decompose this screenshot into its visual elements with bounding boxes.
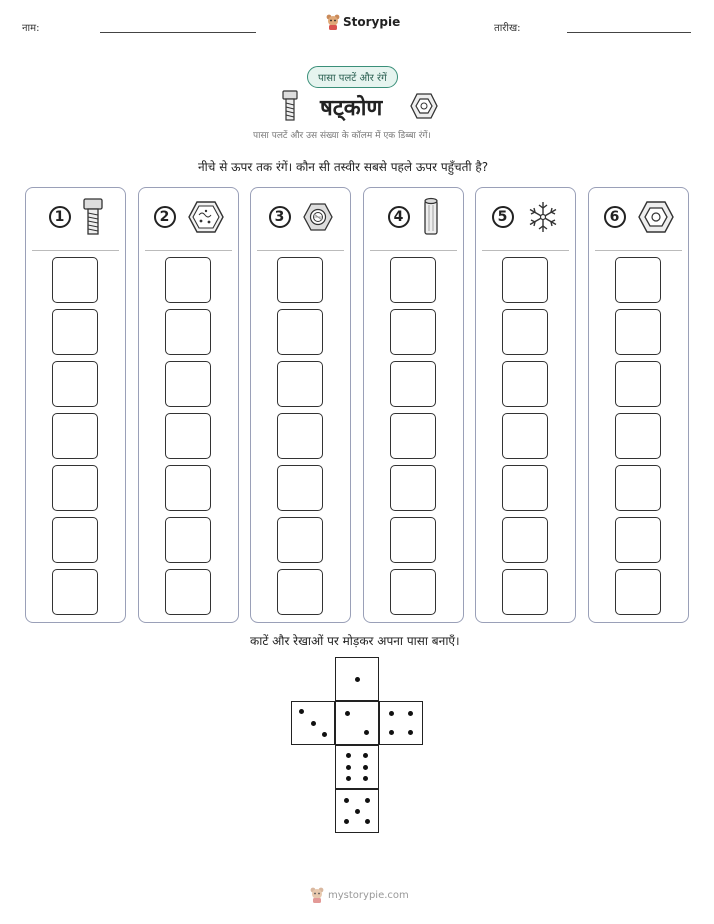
column-number: 1 — [49, 206, 71, 228]
color-box[interactable] — [390, 309, 436, 355]
color-box[interactable] — [502, 517, 548, 563]
dice-pip — [344, 819, 349, 824]
divider — [482, 250, 569, 251]
column-header — [589, 188, 688, 246]
date-label: तारीख: — [494, 23, 521, 34]
divider — [370, 250, 457, 251]
color-box[interactable] — [165, 361, 211, 407]
color-box[interactable] — [165, 465, 211, 511]
dice-face-2 — [335, 701, 379, 745]
color-box[interactable] — [615, 309, 661, 355]
brand-name: Storypie — [343, 15, 401, 29]
page-title: षट्कोण — [320, 96, 383, 121]
dice-pip — [346, 765, 351, 770]
color-box[interactable] — [277, 465, 323, 511]
name-line[interactable] — [100, 32, 256, 33]
hexagon-icon — [410, 93, 438, 119]
color-box[interactable] — [390, 465, 436, 511]
column-2 — [138, 187, 239, 623]
color-box[interactable] — [165, 257, 211, 303]
color-box[interactable] — [390, 517, 436, 563]
color-box[interactable] — [502, 257, 548, 303]
color-box[interactable] — [502, 361, 548, 407]
column-number: 6 — [604, 206, 626, 228]
dice-pip — [363, 776, 368, 781]
dice-pip — [363, 765, 368, 770]
dice-pip — [299, 709, 304, 714]
dice-pip — [346, 776, 351, 781]
bear-icon — [326, 14, 340, 30]
color-box[interactable] — [165, 413, 211, 459]
color-box[interactable] — [165, 517, 211, 563]
dice-pip — [365, 819, 370, 824]
dice-pip — [355, 677, 360, 682]
subtitle: पासा पलटें और उस संख्या के कॉलम में एक डिब्बा रंगें। — [253, 131, 431, 141]
column-number: 2 — [154, 206, 176, 228]
column-header — [26, 188, 125, 246]
color-box[interactable] — [615, 569, 661, 615]
dice-face-5 — [335, 789, 379, 833]
dice-face-3 — [291, 701, 335, 745]
color-box[interactable] — [502, 413, 548, 459]
dice-pip — [389, 730, 394, 735]
color-box[interactable] — [52, 413, 98, 459]
color-box[interactable] — [165, 309, 211, 355]
dice-pip — [346, 753, 351, 758]
dice-instruction: काटें और रेखाओं पर मोड़कर अपना पासा बनाएँ। — [250, 634, 460, 648]
dice-face-6 — [335, 745, 379, 789]
color-box[interactable] — [277, 517, 323, 563]
name-label: नाम: — [22, 23, 40, 34]
color-box[interactable] — [390, 257, 436, 303]
instruction: नीचे से ऊपर तक रंगें। कौन सी तस्वीर सबसे पहले ऊपर पहुँचती है? — [198, 160, 489, 174]
color-box[interactable] — [390, 569, 436, 615]
color-box[interactable] — [52, 309, 98, 355]
column-number: 3 — [269, 206, 291, 228]
color-box[interactable] — [52, 517, 98, 563]
dice-pip — [322, 732, 327, 737]
dice-pip — [389, 711, 394, 716]
footer-url: mystorypie.com — [328, 889, 409, 901]
hexagon-icon — [638, 201, 674, 233]
nut-icon — [303, 203, 333, 231]
activity-pill: पासा पलटें और रंगें — [307, 66, 398, 88]
color-box[interactable] — [502, 309, 548, 355]
column-6 — [588, 187, 689, 623]
column-number: 4 — [388, 206, 410, 228]
bolt-icon — [83, 198, 103, 236]
color-box[interactable] — [52, 465, 98, 511]
color-box[interactable] — [277, 361, 323, 407]
column-4 — [363, 187, 464, 623]
dice-pip — [363, 753, 368, 758]
color-box[interactable] — [277, 257, 323, 303]
color-box[interactable] — [615, 517, 661, 563]
color-box[interactable] — [615, 413, 661, 459]
bolt-icon — [282, 90, 298, 122]
color-box[interactable] — [390, 361, 436, 407]
divider — [145, 250, 232, 251]
divider — [257, 250, 344, 251]
pencil-icon — [422, 197, 440, 237]
color-box[interactable] — [277, 413, 323, 459]
dice-pip — [345, 711, 350, 716]
color-box[interactable] — [165, 569, 211, 615]
color-box[interactable] — [52, 361, 98, 407]
color-box[interactable] — [277, 309, 323, 355]
color-box[interactable] — [390, 413, 436, 459]
divider — [32, 250, 119, 251]
column-header — [364, 188, 463, 246]
color-box[interactable] — [615, 361, 661, 407]
bear-icon — [310, 887, 324, 903]
color-box[interactable] — [615, 257, 661, 303]
column-header — [476, 188, 575, 246]
divider — [595, 250, 682, 251]
dice-pip — [364, 730, 369, 735]
dice-pip — [408, 711, 413, 716]
footer — [310, 887, 409, 903]
brand-logo — [326, 14, 400, 30]
dice-face-4 — [379, 701, 423, 745]
color-box[interactable] — [277, 569, 323, 615]
date-line[interactable] — [567, 32, 691, 33]
dice-pip — [311, 721, 316, 726]
color-box[interactable] — [52, 569, 98, 615]
color-box[interactable] — [502, 569, 548, 615]
dice-pip — [355, 809, 360, 814]
color-box[interactable] — [502, 465, 548, 511]
dice-pip — [408, 730, 413, 735]
color-box[interactable] — [52, 257, 98, 303]
dice-pip — [344, 798, 349, 803]
column-3 — [250, 187, 351, 623]
color-box[interactable] — [615, 465, 661, 511]
column-5 — [475, 187, 576, 623]
cookie-hexagon-icon — [188, 201, 224, 233]
column-1 — [25, 187, 126, 623]
dice-pip — [365, 798, 370, 803]
column-number: 5 — [492, 206, 514, 228]
dice-face-1 — [335, 657, 379, 701]
column-header — [139, 188, 238, 246]
column-header — [251, 188, 350, 246]
snowflake-icon — [526, 200, 560, 234]
